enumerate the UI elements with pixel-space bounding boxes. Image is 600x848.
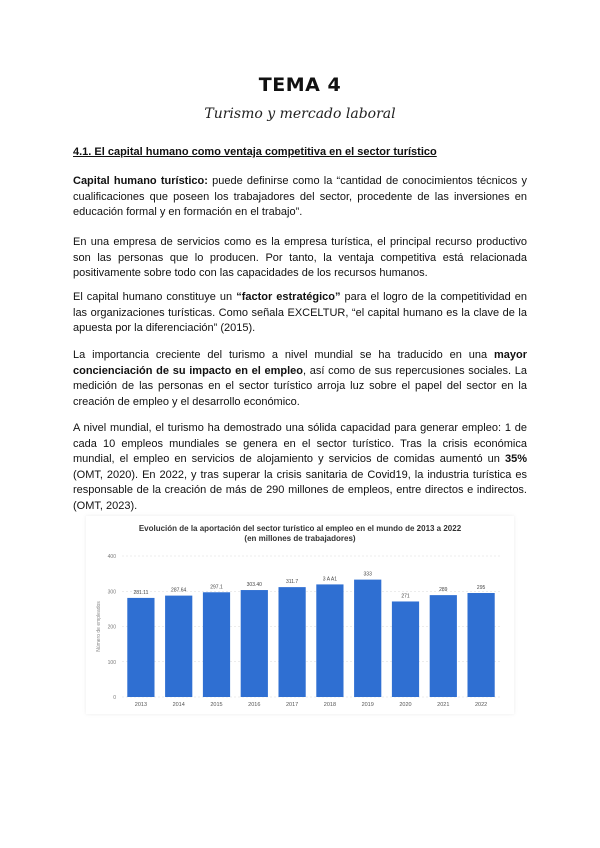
bar-value-label: 271 bbox=[401, 593, 410, 600]
x-tick-label: 2022 bbox=[474, 702, 488, 708]
x-tick-label: 2017 bbox=[285, 702, 299, 708]
bar bbox=[316, 584, 343, 697]
bar bbox=[241, 590, 268, 697]
x-tick-label: 2021 bbox=[437, 702, 450, 708]
bar bbox=[278, 587, 305, 697]
y-tick-label: 200 bbox=[107, 624, 116, 631]
y-tick-label: 0 bbox=[113, 695, 116, 701]
bar-value-label: 287.64 bbox=[171, 587, 187, 594]
x-tick-label: 2018 bbox=[323, 702, 337, 708]
paragraph-text: A nivel mundial, el turismo ha demostrado una sólida capacidad para generar empleo: 1 de cada 10 empleos mundiales se genera en el sector turístico. Tras la crisis económica mundial, el empleo en servicios de alojamiento y servicios de comidas aumentó un bbox=[73, 422, 527, 465]
term-capital-humano: Capital humano turístico: bbox=[73, 175, 208, 187]
paragraph-text: para el logro de la competitividad en las organizaciones turísticas. Como señala EXCELTUR, “el capital humano es la clave de la apuesta por la diferenciación” (2015). bbox=[73, 291, 528, 334]
bar-value-label: 289 bbox=[439, 587, 448, 594]
bar bbox=[165, 596, 192, 697]
chart-title: Evolución de la aportación del sector turístico al empleo en el mundo de 2013 a 2022 bbox=[138, 524, 462, 533]
bar bbox=[354, 580, 381, 697]
y-axis-label: Número de empleados bbox=[96, 601, 102, 652]
paragraph-text: El capital humano constituye un bbox=[73, 291, 237, 303]
x-tick-label: 2019 bbox=[361, 702, 374, 708]
bar-value-label: 281.11 bbox=[133, 589, 149, 596]
bar-value-label: 295 bbox=[476, 585, 486, 592]
paragraph-text: puede definirse como la “cantidad de conocimientos técnicos y cualificaciones que poseen los trabajadores del sector, procedente de las inversiones en educación formal y en formación en el trabajo”. bbox=[73, 175, 527, 218]
paragraph-factor-estrategico bbox=[73, 290, 527, 337]
employment-chart bbox=[86, 516, 514, 714]
x-tick-label: 2015 bbox=[210, 702, 223, 708]
x-tick-label: 2014 bbox=[172, 702, 185, 708]
bar-value-label: 297.1 bbox=[210, 584, 223, 591]
y-tick-label: 400 bbox=[107, 554, 116, 560]
paragraph-nivel-mundial bbox=[73, 421, 527, 514]
bar bbox=[430, 595, 457, 697]
bar bbox=[392, 601, 419, 697]
paragraph-empresa-servicios: En una empresa de servicios como es la empresa turística, el principal recurso productivo son las personas que lo producen. Por tanto, la ventaja competitiva está relacionada positivamente sobre todo con las capacidades de los recursos humanos. bbox=[73, 236, 527, 279]
paragraph-text: , así como de sus repercusiones sociales. La medición de las personas en el sector turístico arroja luz sobre el papel del sector en la creación de empleo y el desarrollo económico. bbox=[73, 364, 527, 408]
bar bbox=[127, 598, 154, 697]
y-tick-label: 100 bbox=[107, 659, 116, 666]
chart-subtitle: (en millones de trabajadores) bbox=[244, 534, 356, 543]
bar-value-label: 333 bbox=[363, 571, 372, 578]
document-title: TEMA 4 bbox=[258, 74, 342, 96]
x-tick-label: 2020 bbox=[399, 702, 412, 708]
bar-value-label: 303.40 bbox=[246, 582, 262, 589]
bold-factor-estrategico: “factor estratégico” bbox=[236, 291, 341, 303]
bold-concienciacion: mayor concienciación de su impacto en el empleo bbox=[73, 349, 527, 377]
bar bbox=[203, 592, 230, 697]
bar-value-label: 3 A A1 bbox=[322, 576, 337, 583]
x-tick-label: 2016 bbox=[248, 702, 261, 708]
bar-value-label: 311.7 bbox=[286, 579, 299, 586]
bold-percentage: 35% bbox=[504, 453, 527, 465]
paragraph-importancia bbox=[73, 348, 527, 410]
paragraph-capital-humano bbox=[73, 174, 527, 221]
bar bbox=[467, 593, 494, 697]
paragraph-text: La importancia creciente del turismo a nivel mundial se ha traducido en una bbox=[73, 349, 494, 361]
document-subtitle: Turismo y mercado laboral bbox=[204, 106, 396, 122]
chart-plot bbox=[86, 516, 514, 714]
section-heading: 4.1. El capital humano como ventaja competitiva en el sector turístico bbox=[73, 146, 437, 158]
x-tick-label: 2013 bbox=[134, 702, 148, 708]
y-tick-label: 300 bbox=[107, 589, 116, 596]
paragraph-text: (OMT, 2020). En 2022, y tras superar la crisis sanitaria de Covid19, la industria turística es responsable de la creación de más de 290 millones de empleos, entre directos e indirectos. (OMT, 2023). bbox=[73, 468, 527, 512]
